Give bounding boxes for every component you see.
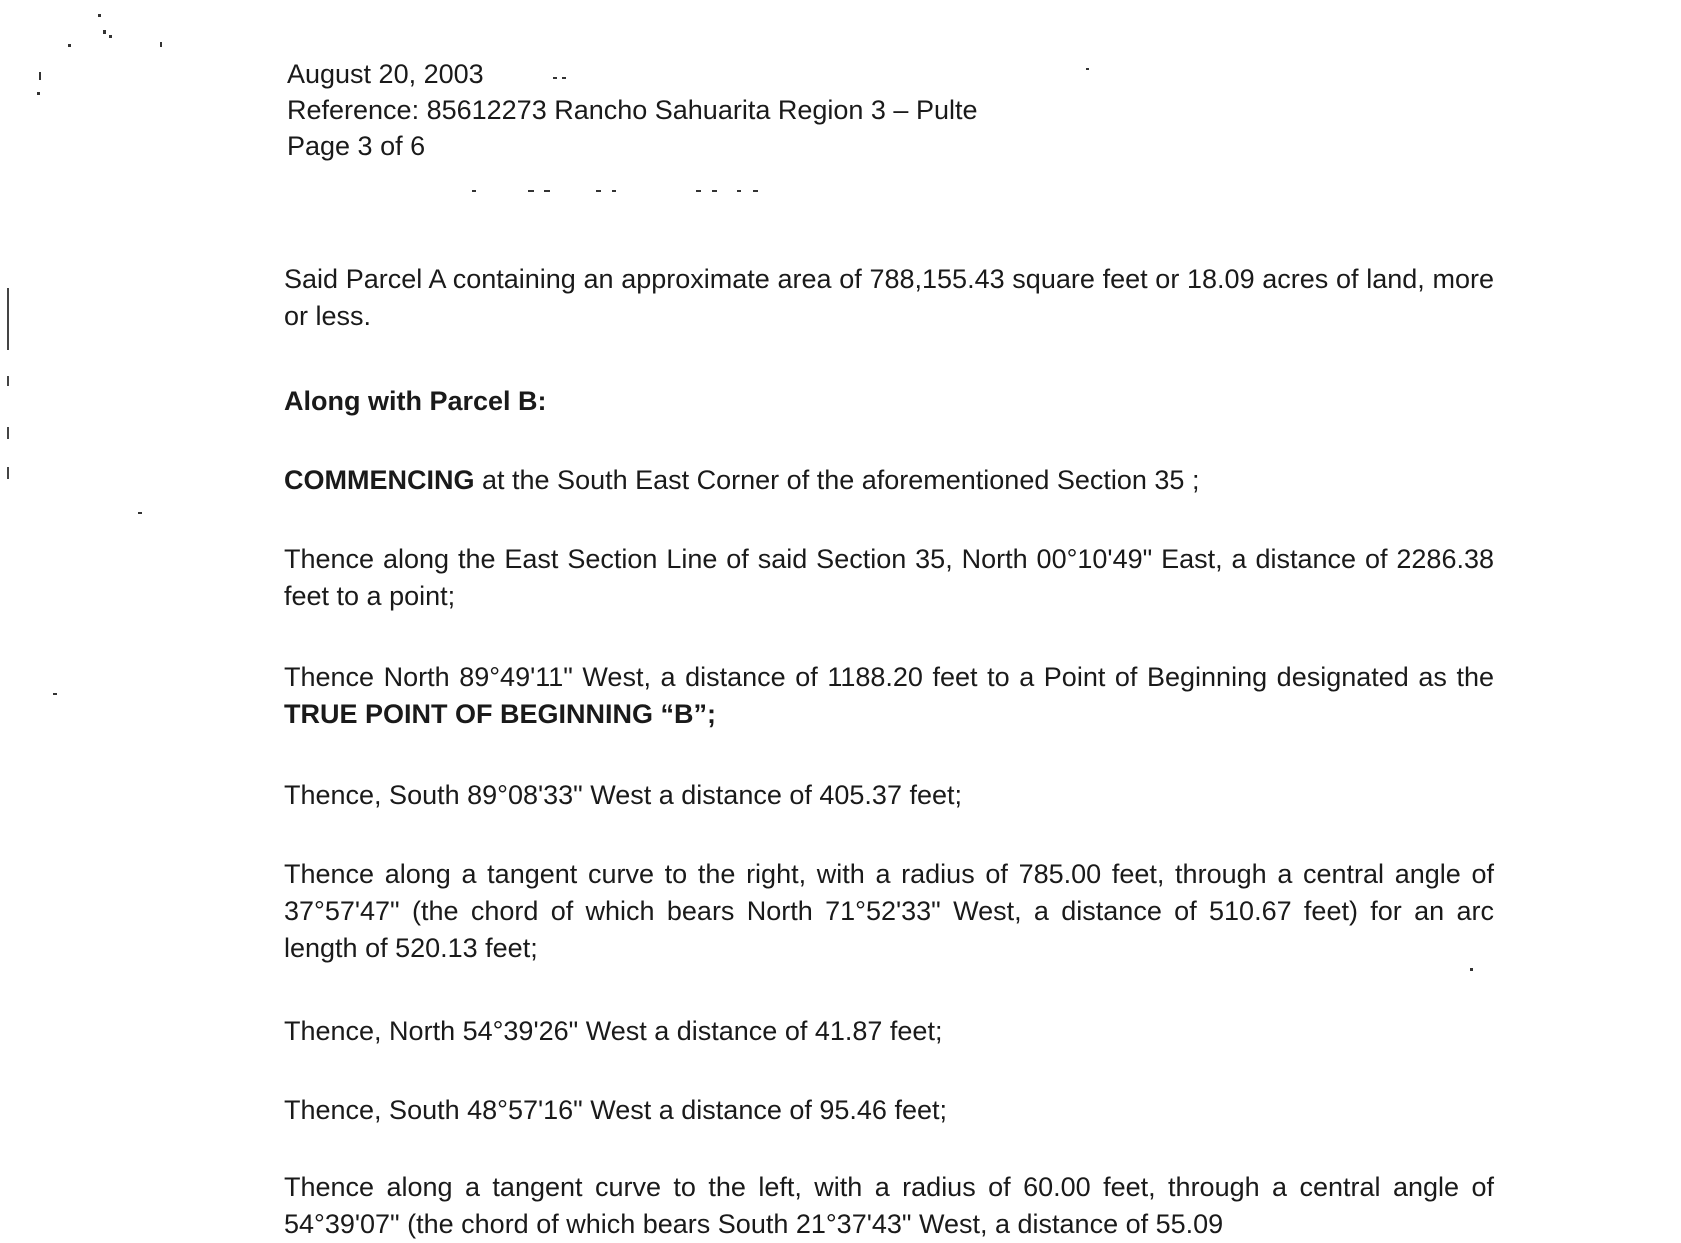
scan-speck: [737, 190, 741, 192]
paragraph-course-north: Thence, North 54°39'26" West a distance of 41.87 feet;: [284, 1016, 943, 1046]
scan-speck: [53, 693, 57, 695]
margin-mark: [7, 376, 9, 386]
header-page-number: Page 3 of 6: [287, 131, 426, 161]
commencing-keyword: COMMENCING: [284, 465, 475, 495]
parcel-b-heading-text: Along with Parcel B:: [284, 386, 547, 416]
margin-mark: [7, 427, 9, 439]
scan-speck: [712, 190, 717, 192]
paragraph-true-point-of-beginning: [284, 659, 1494, 733]
scan-speck: [612, 190, 616, 192]
scan-speck: [544, 190, 550, 192]
paragraph-commencing: [284, 462, 1494, 499]
scan-speck: [596, 190, 601, 192]
paragraph-east-section-line: Thence along the East Section Line of said Section 35, North 00°10'49" East, a distance of 2286.38 feet to a point;: [284, 544, 1494, 611]
scan-speck: [138, 512, 142, 514]
scan-speck: [753, 190, 758, 192]
scan-speck: [68, 44, 71, 47]
margin-mark: [7, 467, 9, 479]
tpob-lead-text: Thence North 89°49'11" West, a distance of 1188.20 feet to a Point of Beginning designated as the: [284, 662, 1494, 692]
paragraph-course-south-1: Thence, South 89°08'33" West a distance of 405.37 feet;: [284, 780, 962, 810]
scan-speck: [37, 92, 40, 95]
parcel-b-heading: [284, 383, 1494, 420]
letter-header: [287, 56, 978, 164]
scan-speck: [160, 42, 162, 47]
scan-speck: [1086, 68, 1089, 70]
scan-speck: [109, 35, 112, 38]
paragraph-course-south-2: Thence, South 48°57'16" West a distance of 95.46 feet;: [284, 1095, 947, 1125]
scan-speck: [472, 190, 476, 192]
scan-speck: [696, 190, 701, 192]
commencing-text: at the South East Corner of the aforementioned Section 35 ;: [474, 465, 1200, 495]
scan-speck: [528, 190, 534, 192]
scan-speck: [1470, 968, 1473, 971]
paragraph-curve-left: Thence along a tangent curve to the left, with a radius of 60.00 feet, through a central angle of 54°39'07" (the chord of which bears South 21°37'43" West, a distance of 55.09: [284, 1172, 1494, 1239]
header-reference: Reference: 85612273 Rancho Sahuarita Region 3 – Pulte: [287, 95, 978, 125]
tpob-bold-text: TRUE POINT OF BEGINNING “B”;: [284, 699, 716, 729]
scan-speck: [39, 72, 41, 80]
header-date: August 20, 2003: [287, 59, 484, 89]
paragraph-parcel-a-area: Said Parcel A containing an approximate area of 788,155.43 square feet or 18.09 acres of land, more or less.: [284, 264, 1494, 331]
margin-mark: [7, 288, 9, 350]
paragraph-curve-right: Thence along a tangent curve to the right, with a radius of 785.00 feet, through a central angle of 37°57'47" (the chord of which bears North 71°52'33" West, a distance of 510.67 feet) for an arc length of 520.13 feet;: [284, 859, 1494, 963]
scan-speck: [98, 14, 101, 17]
scan-speck: [103, 30, 106, 34]
